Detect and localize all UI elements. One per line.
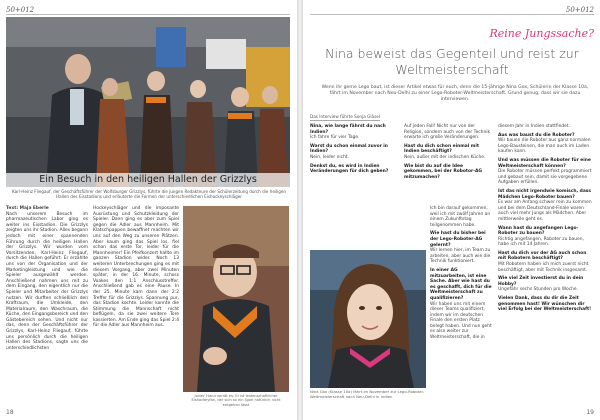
boy-with-cap-photo [183,206,289,392]
answer: Wir lernen hier, im Team zu arbeiten, aber auch wie die Technik funktioniert. [430,248,491,265]
fan-photo [183,206,289,392]
nina-photo [310,250,426,388]
question: Hast du dich vor der AG auch schon mit Robotern beschäftigt? [498,250,587,262]
qa-column-2 [404,124,492,183]
nina-photo-caption: Nina Gox (Klasse 10a) fährt im November zur Lego-Roboter-Weltmeisterschaft nach Neu-Delhi in Indien [310,389,425,399]
answer: Richtig angefangen, Roboter zu bauen, habe ich mit 14 Jahren. [498,236,584,248]
answer: Wir bauen die Roboter aus ganz normalen Lego-Bausteinen, die man auch im Laden kaufen kann. [498,138,591,155]
question: Nina, wie lange fährst du nach Indien? [310,124,386,135]
grizzlys-hallway-photo [6,17,290,187]
question: Wie bist du auf die Idee gekommen, bei der Robotor-AG mitzumachen? [404,163,483,180]
question: Aus was baust du die Roboter? [498,132,575,138]
question: Warst du schon einmal zuvor in Indien? [310,143,388,155]
girl-portrait-photo [310,250,426,388]
qa-column-3 [498,124,594,316]
page-number-right: 19 [586,409,594,416]
article-text-1: Nach unserem Besuch im pharmazeutischen Labor ging es weiter ins Eisstadion. Die Grizzlys zeigten uns ihr Stadion. Alles begann jedoch mit einer spannenden Führung durch die heiligen Hallen der Grizzlys. Wir wurden vom Vorsitzenden, Karl-Heinz Fliegauf, durch die Hallen geführt. Er erzählte uns von der Organisation und der Marketingleistung und wie die Spieler ausgewählt werden. Anschließend nahmen uns mit zu dem Eingang, den eigentlich nur die Spieler und Mitarbeiter der Grizzlys nutzen. Wir durften schließlich den Kraftraum, die Umkleide, den Materialraum, den Waschraum, die Küche, den Eingangsbereich und den Gästebereich sehen. Und nicht nur das, denn der Geschäftsführer der Grizzlys, Karl-Heinz Fliegauf, führte uns persönlich durch die heiligen Hallen des Stadions, sagte uns die unterschiedlichsten [6,211,88,351]
answer: Auf jeden Fall! Nicht nur von der Religion, sondern auch von der Technik erwarte ich große Veränderungen. [404,124,491,141]
question: Hast du dich schon einmal mit Indien beschäftigt? [404,143,479,155]
answer: Ich fahre für vier Tage. [310,135,360,141]
page-number-left: 18 [6,409,14,416]
article-lead: Wenn ihr gerne Lego baut, ist dieser Artikel etwas für euch, denn die 15-jährige Nina Gox, Schülerin der Klasse 10a, fährt im November nach Neu-Delhi zu einer Lego-Roboter-Weltmeisterschaft. Grund genug, dass wir sie dazu interviewen. [321,85,589,102]
main-photo [6,17,290,187]
photo-caption: Karl-Heinz Fliegauf, der Geschäftsführer der Wolfsburger Grizzlys, führte die jungen Redakteure der Schülerzeitung durch die heiligen Hallen des Eisstadions und erläuterte die Formen der unterschiedlichen Eishockeyschläger [12,189,286,200]
qa-column-1 [310,124,398,178]
answer: Die Roboter müssen perfekt programmiert und gebaut sein, damit sie vorgegebene Aufgaben erfüllen. [498,169,592,186]
question: Ist das nicht irgendwie komisch, dass Mädchen Lego-Roboter bauen? [498,188,592,200]
article-title: Nina beweist das Gegenteil und reist zur Weltmeisterschaft [325,46,579,77]
qa-column-2b [430,206,492,344]
question: Denkst du, es wird in Indien Veränderungen für dich geben? [310,163,389,175]
fan-photo-caption: Jonas' Hand verrät es: Er ist leidenschaftlicher Eishockeyfan, der sich so ein Spiel natürlich nicht entgehen lässt [191,394,281,407]
answer: Ich bin darauf gekommen, weil ich mit zwölf Jahren an einem Zukunftstag teilgenommen habe. [430,206,491,228]
question: Vielen Dank, dass du dir die Zeit genommen hast! Wir wünschen dir viel Erfolg bei der Weltmeisterschaft! [498,296,592,313]
article-column-1 [6,206,88,351]
answer: Ungefähr sechs Stunden pro Woche. [498,287,578,293]
right-page [304,0,600,420]
header-rule [6,14,290,15]
left-page [0,0,296,420]
question: Wie viel Zeit investierst du in dein Hobby? [498,276,584,287]
interview-header: Das Interview führte Sonja Gläsel [310,114,380,119]
answer: Wir haben uns mit einem dieser Teams qualifiziert, indem wir im deutschen Finale den ersten Platz belegt haben. Und nun geht es also weiter zur Weltmeisterschaft, die in [430,301,492,341]
header-rule-right [310,14,594,15]
answer: Es war am Anfang schwer rein zu kommen und bei dem Deutschland-Finale waren auch viel mehr Jungs als Mädchen. Aber mittlerweile geht es. [498,200,592,222]
answer: Nein, außer mit der indischen Küche. [404,154,486,160]
answer: diesem Jahr in Indien stattfindet. [498,124,570,129]
question: Wie hast du bisher bei der Lego-Roboter-AG gelernt? [430,231,486,248]
question: In einer AG mitzuarbeiten, ist eine Sache. Aber wie hast du es geschafft, dich für die Weltmeisterschaft zu qualifizieren? [430,267,492,301]
main-headline: Ein Besuch in den heiligen Hallen der Grizzlys [6,173,290,187]
gutter [297,0,303,420]
question: Wann hast du angefangen Lego-Roboter zu bauen? [498,225,579,237]
article-column-2: Hockeyschläger und die imposante Ausrüstung und Schutzkleidung der Spieler. Dann ging es aber zum Spiel gegen die Adler aus Mannheim. Mit Klatschpappen bewaffnet machten wir uns auf den Weg zu unseren Plätzen. Aber kaum ging das Spiel los, fiel schon das erste Tor, leider für die Mannheimer! Ein Pfeifkonzert hallte im ganzen Stadion wider. Noch 13 weiteren Unterbrechungen ging es mit diesem Vorgang, aber zwei Minuten später, in der 16. Minute, schoss Voakes den 1:1 Anschlusstreffer. Anschließend gab es eine Pause. In der 25. Minute kam dann der 2:2 Treffer für die Grizzlys. Spannung pur, das Stadion kochte. Leider konnte die Stimmung die Mannschaft nicht beflügeln, da sie zwei weitere Tore kassierten. Am Ende ging das Spiel 2:4 für die Adler aus Mannheim aus. [93,206,179,329]
running-head-right: 50+012 [565,6,594,14]
answer: Mit Robotern haben ich mich zuerst nicht beschäftigt, aber mit Technik insgesamt. [498,262,589,273]
kicker: Reine Jungssache? [489,27,594,40]
byline: Text: Maja Eberle [6,206,49,211]
answer: Nein, leider nicht. [310,154,349,160]
question: Und was müssen die Roboter für eine Weltmeisterschaft können? [498,157,591,169]
running-head: 50+012 [6,6,35,14]
